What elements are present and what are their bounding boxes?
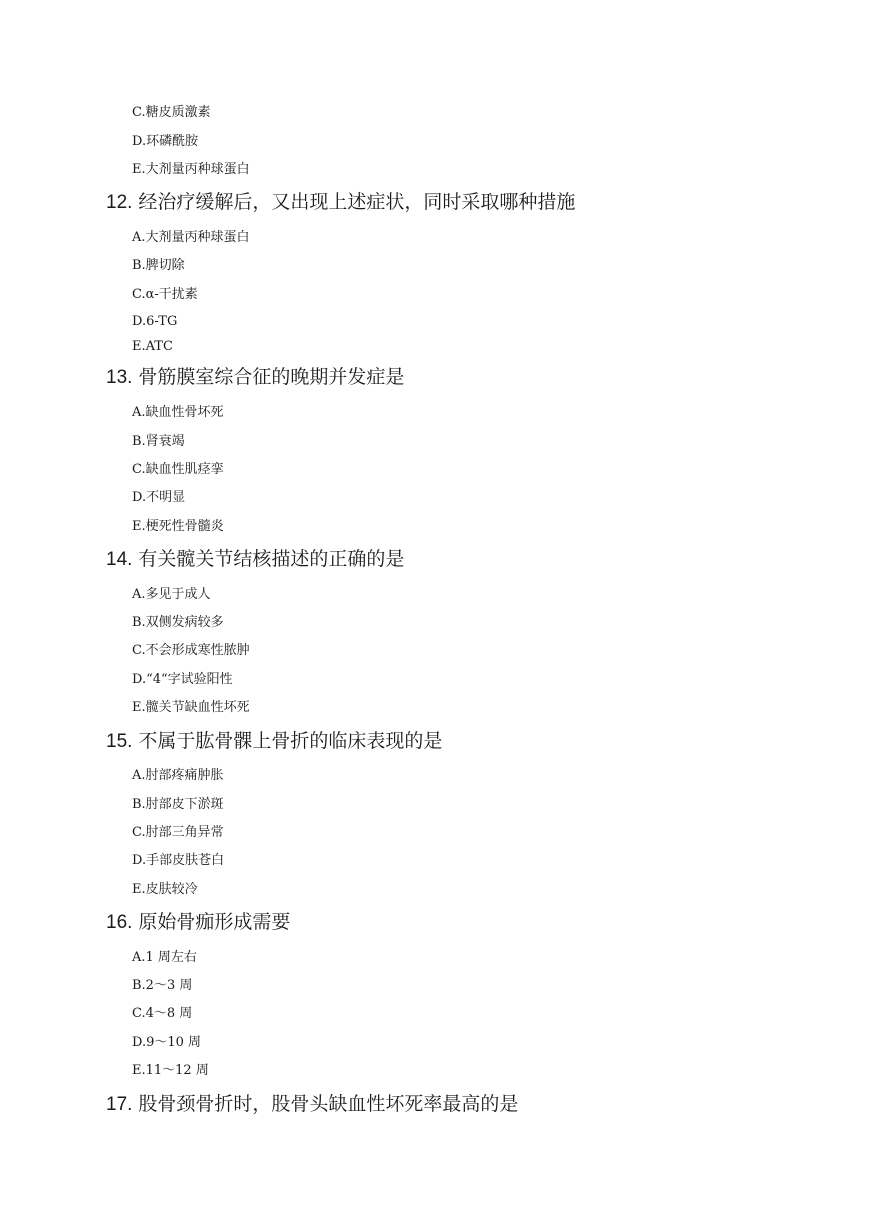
q16-option-b: B.2～3 周 [132,978,193,993]
q15-option-e: E.皮肤较冷 [132,882,198,897]
q15-option-b: B.肘部皮下淤斑 [132,797,224,812]
q12-option-e: E.ATC [132,339,173,354]
question-17-number: 17. [106,1094,133,1115]
q12-option-b: B.脾切除 [132,258,185,273]
question-16-text: 原始骨痂形成需要 [138,911,291,933]
question-15-text: 不属于肱骨髁上骨折的临床表现的是 [138,730,443,752]
question-17 [106,1091,518,1118]
q16-option-a: A.1 周左右 [132,950,197,965]
q14-option-a: A.多见于成人 [132,587,211,602]
question-13 [106,364,404,391]
q14-option-c: C.不会形成寒性脓肿 [132,643,250,658]
question-16-number: 16. [106,912,133,933]
q16-option-c: C.4～8 周 [132,1006,193,1021]
question-14 [106,546,404,573]
q14-option-e: E.髋关节缺血性坏死 [132,700,250,715]
q16-option-d: D.9～10 周 [132,1035,202,1050]
question-15-number: 15. [106,731,133,752]
question-12-number: 12. [106,192,133,213]
question-14-number: 14. [106,549,133,570]
question-14-text: 有关髋关节结核描述的正确的是 [138,548,405,570]
q13-option-b: B.肾衰竭 [132,434,185,449]
q16-option-e: E.11～12 周 [132,1063,209,1078]
question-13-number: 13. [106,367,133,388]
question-15 [106,728,442,755]
question-17-text: 股骨颈骨折时，股骨头缺血性坏死率最高的是 [138,1093,519,1115]
question-16 [106,909,290,936]
option-prev-d: D.环磷酰胺 [132,134,199,149]
question-13-text: 骨筋膜室综合征的晚期并发症是 [138,366,405,388]
question-12 [106,189,575,216]
q13-option-a: A.缺血性骨坏死 [132,405,224,420]
q14-option-b: B.双侧发病较多 [132,615,224,630]
q14-option-d: D.“4“字试验阳性 [132,672,233,687]
option-prev-c: C.糖皮质激素 [132,105,211,120]
q12-option-a: A.大剂量丙种球蛋白 [132,230,250,245]
q12-option-d: D.6-TG [132,314,178,329]
question-12-text: 经治疗缓解后，又出现上述症状，同时采取哪种措施 [138,191,576,213]
q15-option-a: A.肘部疼痛肿胀 [132,768,224,783]
q12-option-c: C.α-干扰素 [132,287,198,302]
option-prev-e: E.大剂量丙种球蛋白 [132,162,250,177]
q13-option-d: D.不明显 [132,490,186,505]
q15-option-d: D.手部皮肤苍白 [132,853,225,868]
q13-option-e: E.梗死性骨髓炎 [132,519,224,534]
q13-option-c: C.缺血性肌痉挛 [132,462,224,477]
q15-option-c: C.肘部三角异常 [132,825,224,840]
